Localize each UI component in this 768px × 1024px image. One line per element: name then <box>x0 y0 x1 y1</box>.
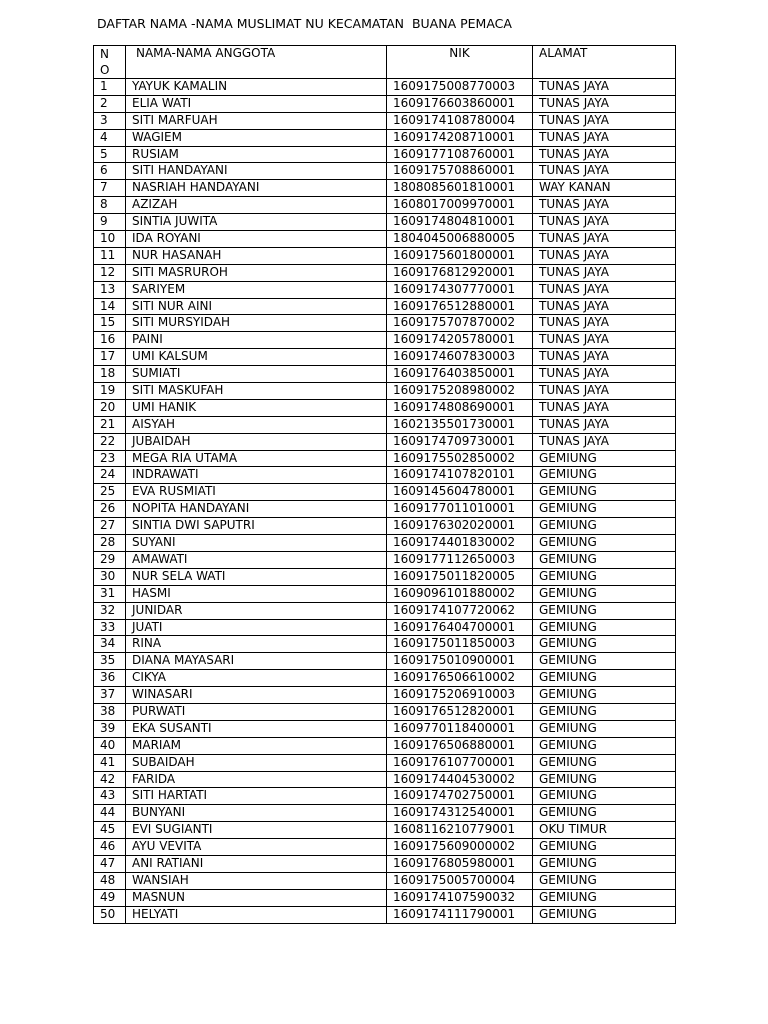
cell-address: TUNAS JAYA <box>533 349 676 366</box>
cell-address: GEMIUNG <box>533 687 676 704</box>
cell-nik: 1609175601800001 <box>387 247 533 264</box>
cell-nik: 1609175609000002 <box>387 839 533 856</box>
table-row <box>94 112 676 129</box>
cell-name: SARIYEM <box>126 281 387 298</box>
cell-nik: 1609174107590032 <box>387 889 533 906</box>
cell-no: 10 <box>94 231 126 248</box>
cell-name: SITI HANDAYANI <box>126 163 387 180</box>
cell-no: 40 <box>94 737 126 754</box>
cell-address: GEMIUNG <box>533 670 676 687</box>
cell-address: GEMIUNG <box>533 585 676 602</box>
cell-address: GEMIUNG <box>533 889 676 906</box>
cell-name: AISYAH <box>126 416 387 433</box>
cell-no: 27 <box>94 518 126 535</box>
cell-address: TUNAS JAYA <box>533 383 676 400</box>
cell-no: 35 <box>94 653 126 670</box>
cell-address: GEMIUNG <box>533 467 676 484</box>
table-row <box>94 501 676 518</box>
cell-no: 44 <box>94 805 126 822</box>
cell-name: SITI MASKUFAH <box>126 383 387 400</box>
cell-no: 37 <box>94 687 126 704</box>
cell-address: TUNAS JAYA <box>533 332 676 349</box>
table-row <box>94 383 676 400</box>
cell-nik: 1609175011820005 <box>387 568 533 585</box>
cell-nik: 1609175502850002 <box>387 450 533 467</box>
cell-address: GEMIUNG <box>533 535 676 552</box>
table-row <box>94 788 676 805</box>
cell-address: TUNAS JAYA <box>533 315 676 332</box>
cell-name: CIKYA <box>126 670 387 687</box>
table-row <box>94 720 676 737</box>
cell-no: 34 <box>94 636 126 653</box>
table-row <box>94 771 676 788</box>
cell-no: 29 <box>94 551 126 568</box>
cell-address: TUNAS JAYA <box>533 281 676 298</box>
cell-address: GEMIUNG <box>533 906 676 923</box>
table-row <box>94 839 676 856</box>
cell-name: SITI HARTATI <box>126 788 387 805</box>
cell-no: 38 <box>94 703 126 720</box>
table-row <box>94 551 676 568</box>
table-row <box>94 399 676 416</box>
table-row <box>94 535 676 552</box>
table-row <box>94 636 676 653</box>
cell-name: BUNYANI <box>126 805 387 822</box>
cell-nik: 1609174702750001 <box>387 788 533 805</box>
cell-address: GEMIUNG <box>533 788 676 805</box>
cell-nik: 1609177108760001 <box>387 146 533 163</box>
cell-no: 8 <box>94 197 126 214</box>
cell-nik: 1608017009970001 <box>387 197 533 214</box>
table-row <box>94 703 676 720</box>
cell-address: TUNAS JAYA <box>533 399 676 416</box>
cell-nik: 1609176812920001 <box>387 264 533 281</box>
cell-no: 6 <box>94 163 126 180</box>
cell-name: SITI NUR AINI <box>126 298 387 315</box>
cell-address: TUNAS JAYA <box>533 129 676 146</box>
cell-no: 1 <box>94 79 126 96</box>
cell-address: TUNAS JAYA <box>533 264 676 281</box>
cell-nik: 1609176506610002 <box>387 670 533 687</box>
cell-nik: 1609176512820001 <box>387 703 533 720</box>
table-row <box>94 95 676 112</box>
table-row <box>94 197 676 214</box>
cell-no: 2 <box>94 95 126 112</box>
cell-nik: 1609174307770001 <box>387 281 533 298</box>
cell-name: UMI KALSUM <box>126 349 387 366</box>
cell-name: RUSIAM <box>126 146 387 163</box>
cell-nik: 1609174205780001 <box>387 332 533 349</box>
cell-no: 47 <box>94 855 126 872</box>
header-address: ALAMAT <box>533 46 676 79</box>
cell-no: 31 <box>94 585 126 602</box>
cell-nik: 1609175011850003 <box>387 636 533 653</box>
cell-name: SUMIATI <box>126 366 387 383</box>
table-row <box>94 855 676 872</box>
cell-address: GEMIUNG <box>533 805 676 822</box>
cell-nik: 1609175010900001 <box>387 653 533 670</box>
cell-nik: 1609176107700001 <box>387 754 533 771</box>
cell-nik: 1609145604780001 <box>387 484 533 501</box>
cell-address: TUNAS JAYA <box>533 79 676 96</box>
cell-name: PAINI <box>126 332 387 349</box>
cell-nik: 1609175208980002 <box>387 383 533 400</box>
members-table <box>93 45 676 924</box>
cell-no: 13 <box>94 281 126 298</box>
cell-name: WAGIEM <box>126 129 387 146</box>
table-row <box>94 619 676 636</box>
cell-nik: 1609176403850001 <box>387 366 533 383</box>
cell-nik: 1808085601810001 <box>387 180 533 197</box>
cell-address: GEMIUNG <box>533 703 676 720</box>
cell-no: 28 <box>94 535 126 552</box>
cell-name: MASNUN <box>126 889 387 906</box>
cell-no: 30 <box>94 568 126 585</box>
table-row <box>94 585 676 602</box>
cell-address: TUNAS JAYA <box>533 298 676 315</box>
table-row <box>94 737 676 754</box>
table-row <box>94 822 676 839</box>
cell-no: 4 <box>94 129 126 146</box>
table-body <box>94 79 676 924</box>
table-row <box>94 484 676 501</box>
cell-name: PURWATI <box>126 703 387 720</box>
cell-name: UMI HANIK <box>126 399 387 416</box>
table-row <box>94 416 676 433</box>
cell-nik: 1609174709730001 <box>387 433 533 450</box>
cell-address: GEMIUNG <box>533 619 676 636</box>
cell-name: NOPITA HANDAYANI <box>126 501 387 518</box>
cell-no: 43 <box>94 788 126 805</box>
cell-address: TUNAS JAYA <box>533 231 676 248</box>
cell-no: 46 <box>94 839 126 856</box>
cell-name: SINTIA JUWITA <box>126 214 387 231</box>
cell-name: EVA RUSMIATI <box>126 484 387 501</box>
cell-address: TUNAS JAYA <box>533 247 676 264</box>
cell-name: IDA ROYANI <box>126 231 387 248</box>
cell-no: 39 <box>94 720 126 737</box>
cell-no: 18 <box>94 366 126 383</box>
table-row <box>94 79 676 96</box>
cell-nik: 1609174312540001 <box>387 805 533 822</box>
cell-address: TUNAS JAYA <box>533 163 676 180</box>
cell-name: WANSIAH <box>126 872 387 889</box>
cell-address: GEMIUNG <box>533 484 676 501</box>
table-row <box>94 146 676 163</box>
cell-nik: 1609174107820101 <box>387 467 533 484</box>
cell-nik: 1609174401830002 <box>387 535 533 552</box>
cell-address: TUNAS JAYA <box>533 366 676 383</box>
cell-address: GEMIUNG <box>533 450 676 467</box>
cell-nik: 1609174208710001 <box>387 129 533 146</box>
cell-nik: 1602135501730001 <box>387 416 533 433</box>
cell-name: AMAWATI <box>126 551 387 568</box>
cell-no: 3 <box>94 112 126 129</box>
table-row <box>94 349 676 366</box>
cell-name: SUYANI <box>126 535 387 552</box>
cell-address: GEMIUNG <box>533 568 676 585</box>
cell-no: 17 <box>94 349 126 366</box>
table-row <box>94 754 676 771</box>
cell-name: SITI MARFUAH <box>126 112 387 129</box>
cell-nik: 1608116210779001 <box>387 822 533 839</box>
cell-name: NUR SELA WATI <box>126 568 387 585</box>
cell-name: YAYUK KAMALIN <box>126 79 387 96</box>
cell-name: NUR HASANAH <box>126 247 387 264</box>
cell-address: TUNAS JAYA <box>533 146 676 163</box>
cell-nik: 1609174404530002 <box>387 771 533 788</box>
cell-no: 5 <box>94 146 126 163</box>
cell-name: SINTIA DWI SAPUTRI <box>126 518 387 535</box>
cell-nik: 1609177011010001 <box>387 501 533 518</box>
cell-name: HELYATI <box>126 906 387 923</box>
cell-name: ANI RATIANI <box>126 855 387 872</box>
cell-address: GEMIUNG <box>533 636 676 653</box>
cell-nik: 1609174108780004 <box>387 112 533 129</box>
cell-nik: 1609176512880001 <box>387 298 533 315</box>
table-row <box>94 433 676 450</box>
cell-nik: 1609175008770003 <box>387 79 533 96</box>
cell-address: TUNAS JAYA <box>533 112 676 129</box>
cell-address: GEMIUNG <box>533 653 676 670</box>
cell-address: GEMIUNG <box>533 771 676 788</box>
cell-nik: 1609176404700001 <box>387 619 533 636</box>
page-title: DAFTAR NAMA -NAMA MUSLIMAT NU KECAMATAN BUANA PEMACA <box>97 16 512 31</box>
cell-no: 14 <box>94 298 126 315</box>
cell-nik: 1609096101880002 <box>387 585 533 602</box>
table-row <box>94 298 676 315</box>
cell-address: TUNAS JAYA <box>533 214 676 231</box>
cell-nik: 1609176302020001 <box>387 518 533 535</box>
cell-nik: 1609174107720062 <box>387 602 533 619</box>
cell-name: MEGA RIA UTAMA <box>126 450 387 467</box>
table-row <box>94 872 676 889</box>
cell-nik: 1804045006880005 <box>387 231 533 248</box>
table-row <box>94 670 676 687</box>
cell-name: AYU VEVITA <box>126 839 387 856</box>
cell-no: 36 <box>94 670 126 687</box>
cell-no: 9 <box>94 214 126 231</box>
cell-no: 23 <box>94 450 126 467</box>
cell-name: EKA SUSANTI <box>126 720 387 737</box>
table-row <box>94 518 676 535</box>
cell-address: WAY KANAN <box>533 180 676 197</box>
cell-no: 41 <box>94 754 126 771</box>
cell-name: JUATI <box>126 619 387 636</box>
header-nik: NIK <box>387 46 533 79</box>
cell-no: 7 <box>94 180 126 197</box>
cell-nik: 1609770118400001 <box>387 720 533 737</box>
header-no: NO <box>94 46 126 79</box>
table-row <box>94 264 676 281</box>
cell-nik: 1609174808690001 <box>387 399 533 416</box>
cell-no: 21 <box>94 416 126 433</box>
cell-address: GEMIUNG <box>533 839 676 856</box>
header-name: NAMA-NAMA ANGGOTA <box>126 46 387 79</box>
cell-nik: 1609174111790001 <box>387 906 533 923</box>
table-row <box>94 214 676 231</box>
cell-address: OKU TIMUR <box>533 822 676 839</box>
cell-address: GEMIUNG <box>533 518 676 535</box>
cell-no: 45 <box>94 822 126 839</box>
table-row <box>94 247 676 264</box>
cell-name: EVI SUGIANTI <box>126 822 387 839</box>
table-row <box>94 906 676 923</box>
cell-nik: 1609174607830003 <box>387 349 533 366</box>
cell-address: TUNAS JAYA <box>533 197 676 214</box>
cell-address: GEMIUNG <box>533 855 676 872</box>
cell-name: RINA <box>126 636 387 653</box>
table-row <box>94 332 676 349</box>
cell-no: 25 <box>94 484 126 501</box>
cell-name: NASRIAH HANDAYANI <box>126 180 387 197</box>
cell-address: GEMIUNG <box>533 737 676 754</box>
cell-name: JUBAIDAH <box>126 433 387 450</box>
table-row <box>94 653 676 670</box>
cell-nik: 1609177112650003 <box>387 551 533 568</box>
cell-name: INDRAWATI <box>126 467 387 484</box>
cell-address: GEMIUNG <box>533 551 676 568</box>
cell-nik: 1609175005700004 <box>387 872 533 889</box>
table-row <box>94 315 676 332</box>
cell-nik: 1609175206910003 <box>387 687 533 704</box>
cell-name: SITI MURSYIDAH <box>126 315 387 332</box>
table-row <box>94 568 676 585</box>
cell-no: 50 <box>94 906 126 923</box>
table-row <box>94 231 676 248</box>
cell-address: GEMIUNG <box>533 872 676 889</box>
cell-name: AZIZAH <box>126 197 387 214</box>
cell-name: SITI MASRUROH <box>126 264 387 281</box>
cell-name: MARIAM <box>126 737 387 754</box>
table-row <box>94 180 676 197</box>
cell-nik: 1609176603860001 <box>387 95 533 112</box>
cell-no: 19 <box>94 383 126 400</box>
table-row <box>94 129 676 146</box>
table-header <box>94 46 676 79</box>
cell-no: 20 <box>94 399 126 416</box>
cell-name: ELIA WATI <box>126 95 387 112</box>
cell-no: 33 <box>94 619 126 636</box>
cell-no: 48 <box>94 872 126 889</box>
table-row <box>94 163 676 180</box>
cell-no: 32 <box>94 602 126 619</box>
cell-no: 15 <box>94 315 126 332</box>
table-row <box>94 602 676 619</box>
cell-nik: 1609176506880001 <box>387 737 533 754</box>
cell-address: GEMIUNG <box>533 754 676 771</box>
cell-address: GEMIUNG <box>533 602 676 619</box>
cell-no: 42 <box>94 771 126 788</box>
cell-address: TUNAS JAYA <box>533 95 676 112</box>
table-row <box>94 450 676 467</box>
cell-no: 11 <box>94 247 126 264</box>
cell-address: GEMIUNG <box>533 720 676 737</box>
table-row <box>94 889 676 906</box>
cell-no: 49 <box>94 889 126 906</box>
cell-address: TUNAS JAYA <box>533 416 676 433</box>
cell-name: FARIDA <box>126 771 387 788</box>
cell-address: GEMIUNG <box>533 501 676 518</box>
table-row <box>94 281 676 298</box>
cell-name: JUNIDAR <box>126 602 387 619</box>
cell-nik: 1609176805980001 <box>387 855 533 872</box>
cell-no: 26 <box>94 501 126 518</box>
table-row <box>94 366 676 383</box>
cell-nik: 1609174804810001 <box>387 214 533 231</box>
table-row <box>94 805 676 822</box>
cell-nik: 1609175708860001 <box>387 163 533 180</box>
cell-name: SUBAIDAH <box>126 754 387 771</box>
cell-no: 24 <box>94 467 126 484</box>
cell-name: WINASARI <box>126 687 387 704</box>
cell-no: 16 <box>94 332 126 349</box>
cell-no: 12 <box>94 264 126 281</box>
cell-nik: 1609175707870002 <box>387 315 533 332</box>
cell-name: DIANA MAYASARI <box>126 653 387 670</box>
header-row <box>94 46 676 79</box>
table-row <box>94 687 676 704</box>
cell-address: TUNAS JAYA <box>533 433 676 450</box>
table-row <box>94 467 676 484</box>
cell-name: HASMI <box>126 585 387 602</box>
cell-no: 22 <box>94 433 126 450</box>
